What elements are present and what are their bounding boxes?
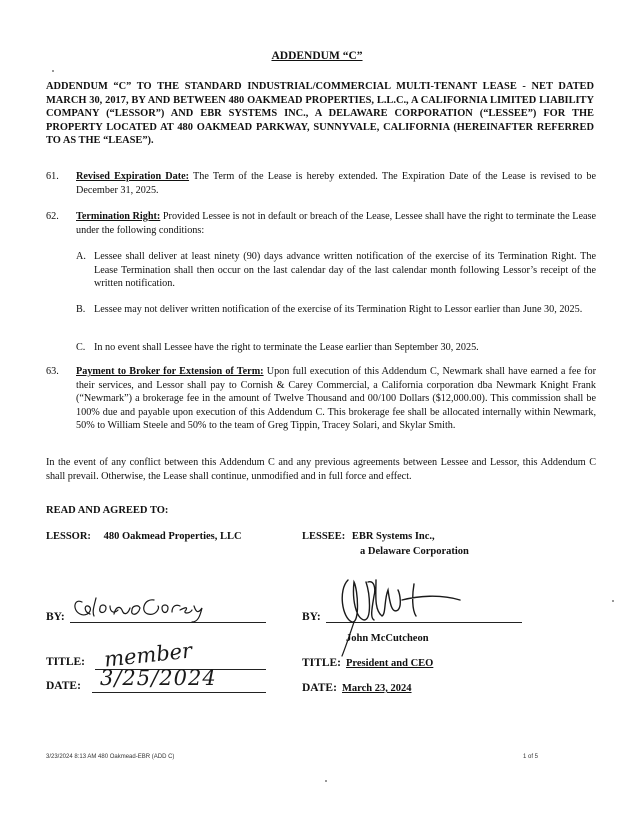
condition-text: Lessee shall deliver at least ninety (90) days advance written notification of the exercise of its Termination Right. The Lease Termination shall then occur on the last calendar day of the last calendar month following Lessor’s receipt of the written notification. — [94, 251, 596, 289]
lessor-title-handwritten: member — [102, 638, 194, 672]
section-62 — [46, 210, 596, 237]
lessee-date-label: DATE: — [302, 682, 337, 694]
scan-speck — [325, 780, 327, 782]
condition-letter: C. — [76, 342, 86, 353]
scan-speck — [52, 70, 54, 72]
lessee-signer-name: John McCutcheon — [346, 633, 429, 644]
read-and-agreed-heading: READ AND AGREED TO: — [46, 505, 169, 516]
section-number: 62. — [46, 211, 59, 222]
lessor-label: LESSOR: — [46, 531, 91, 542]
condition-letter: A. — [76, 251, 86, 262]
lessee-label: LESSEE: — [302, 531, 346, 542]
section-text: Provided Lessee is not in default or breach of the Lease, Lessee shall have the right to terminate the Lease under the following conditions: — [76, 211, 596, 236]
section-number: 61. — [46, 171, 59, 182]
section-number: 63. — [46, 366, 59, 377]
document-title: ADDENDUM “C” — [271, 50, 363, 62]
footer-timestamp: 3/23/2024 8:13 AM 480 Oakmead-EBR (ADD C) — [46, 754, 175, 760]
lessor-date-line — [92, 692, 266, 693]
lessee-name-line2: a Delaware Corporation — [360, 545, 469, 557]
condition-a — [76, 250, 596, 291]
lessor-by-label: BY: — [46, 611, 65, 623]
condition-text: In no event shall Lessee have the right to terminate the Lease earlier than September 30, 2025. — [94, 342, 479, 353]
lessor-date-label: DATE: — [46, 680, 81, 692]
section-63 — [46, 365, 596, 433]
section-heading: Payment to Broker for Extension of Term: — [76, 366, 264, 377]
section-text: The Term of the Lease is hereby extended. The Expiration Date of the Lease is revised to be December 31, 2025. — [76, 171, 596, 196]
closing-paragraph: In the event of any conflict between this Addendum C and any previous agreements between Lessee and Lessor, this Addendum C shall prevail. Otherwise, the Lease shall continue, unmodified and in full force and effect. — [46, 457, 596, 482]
condition-c — [76, 341, 596, 355]
condition-letter: B. — [76, 304, 86, 315]
lessor-date-handwritten: 3/25/2024 — [100, 666, 217, 690]
lessee-by-label: BY: — [302, 611, 321, 623]
section-heading: Termination Right: — [76, 211, 161, 222]
lessor-title-label: TITLE: — [46, 656, 85, 668]
section-heading: Revised Expiration Date: — [76, 171, 190, 182]
lessee-name: EBR Systems Inc., — [351, 531, 435, 542]
condition-text: Lessee may not deliver written notification of the exercise of its Termination Right to Lessor earlier than June 30, 2025. — [94, 304, 583, 315]
lessee-signature — [328, 570, 478, 660]
page-number: 1 of 5 — [523, 754, 539, 760]
section-text: Upon full execution of this Addendum C, Newmark shall have earned a fee for their services, and Lessor shall pay to Cornish & Carey Commercial, a California corporation dba Newmark Knight Frank (“Newmark”) a brokerage fee in the amount of Twelve Thousand and 00/100 Dollars ($12,000.00). This commission shall be 100% due and payable upon execution of this Addendum C. This brokerage fee shall be allocated internally within Newmark, 50% to William Steele and 50% to the team of Greg Tippin, Tracey Solari, and Skylar Smith. — [76, 366, 596, 431]
addendum-intro: ADDENDUM “C” TO THE STANDARD INDUSTRIAL/COMMERCIAL MULTI-TENANT LEASE - NET DATED MARCH 30, 2017, BY AND BETWEEN 480 OAKMEAD PROPERTIES, L.L.C., A CALIFORNIA LIMITED LIABILITY COMPANY (“LESSOR”) AND EBR SYSTEMS INC., A DELAWARE CORPORATION (“LESSEE”) FOR THE PROPERTY LOCATED AT 480 OAKMEAD PARKWAY, SUNNYVALE, CALIFORNIA (HEREINAFTER REFERRED TO AS THE “LEASE”). — [46, 81, 594, 147]
section-61 — [46, 170, 596, 197]
lessee-title-label: TITLE: — [302, 657, 341, 669]
lessee-block — [302, 530, 469, 559]
lessor-signature — [70, 588, 210, 624]
lessor-name: 480 Oakmead Properties, LLC — [103, 531, 242, 542]
condition-b — [76, 303, 596, 317]
lessee-title-value: President and CEO — [346, 658, 434, 669]
scan-speck — [612, 600, 614, 602]
lessee-date-value: March 23, 2024 — [342, 683, 412, 694]
lessor-block — [46, 530, 242, 545]
